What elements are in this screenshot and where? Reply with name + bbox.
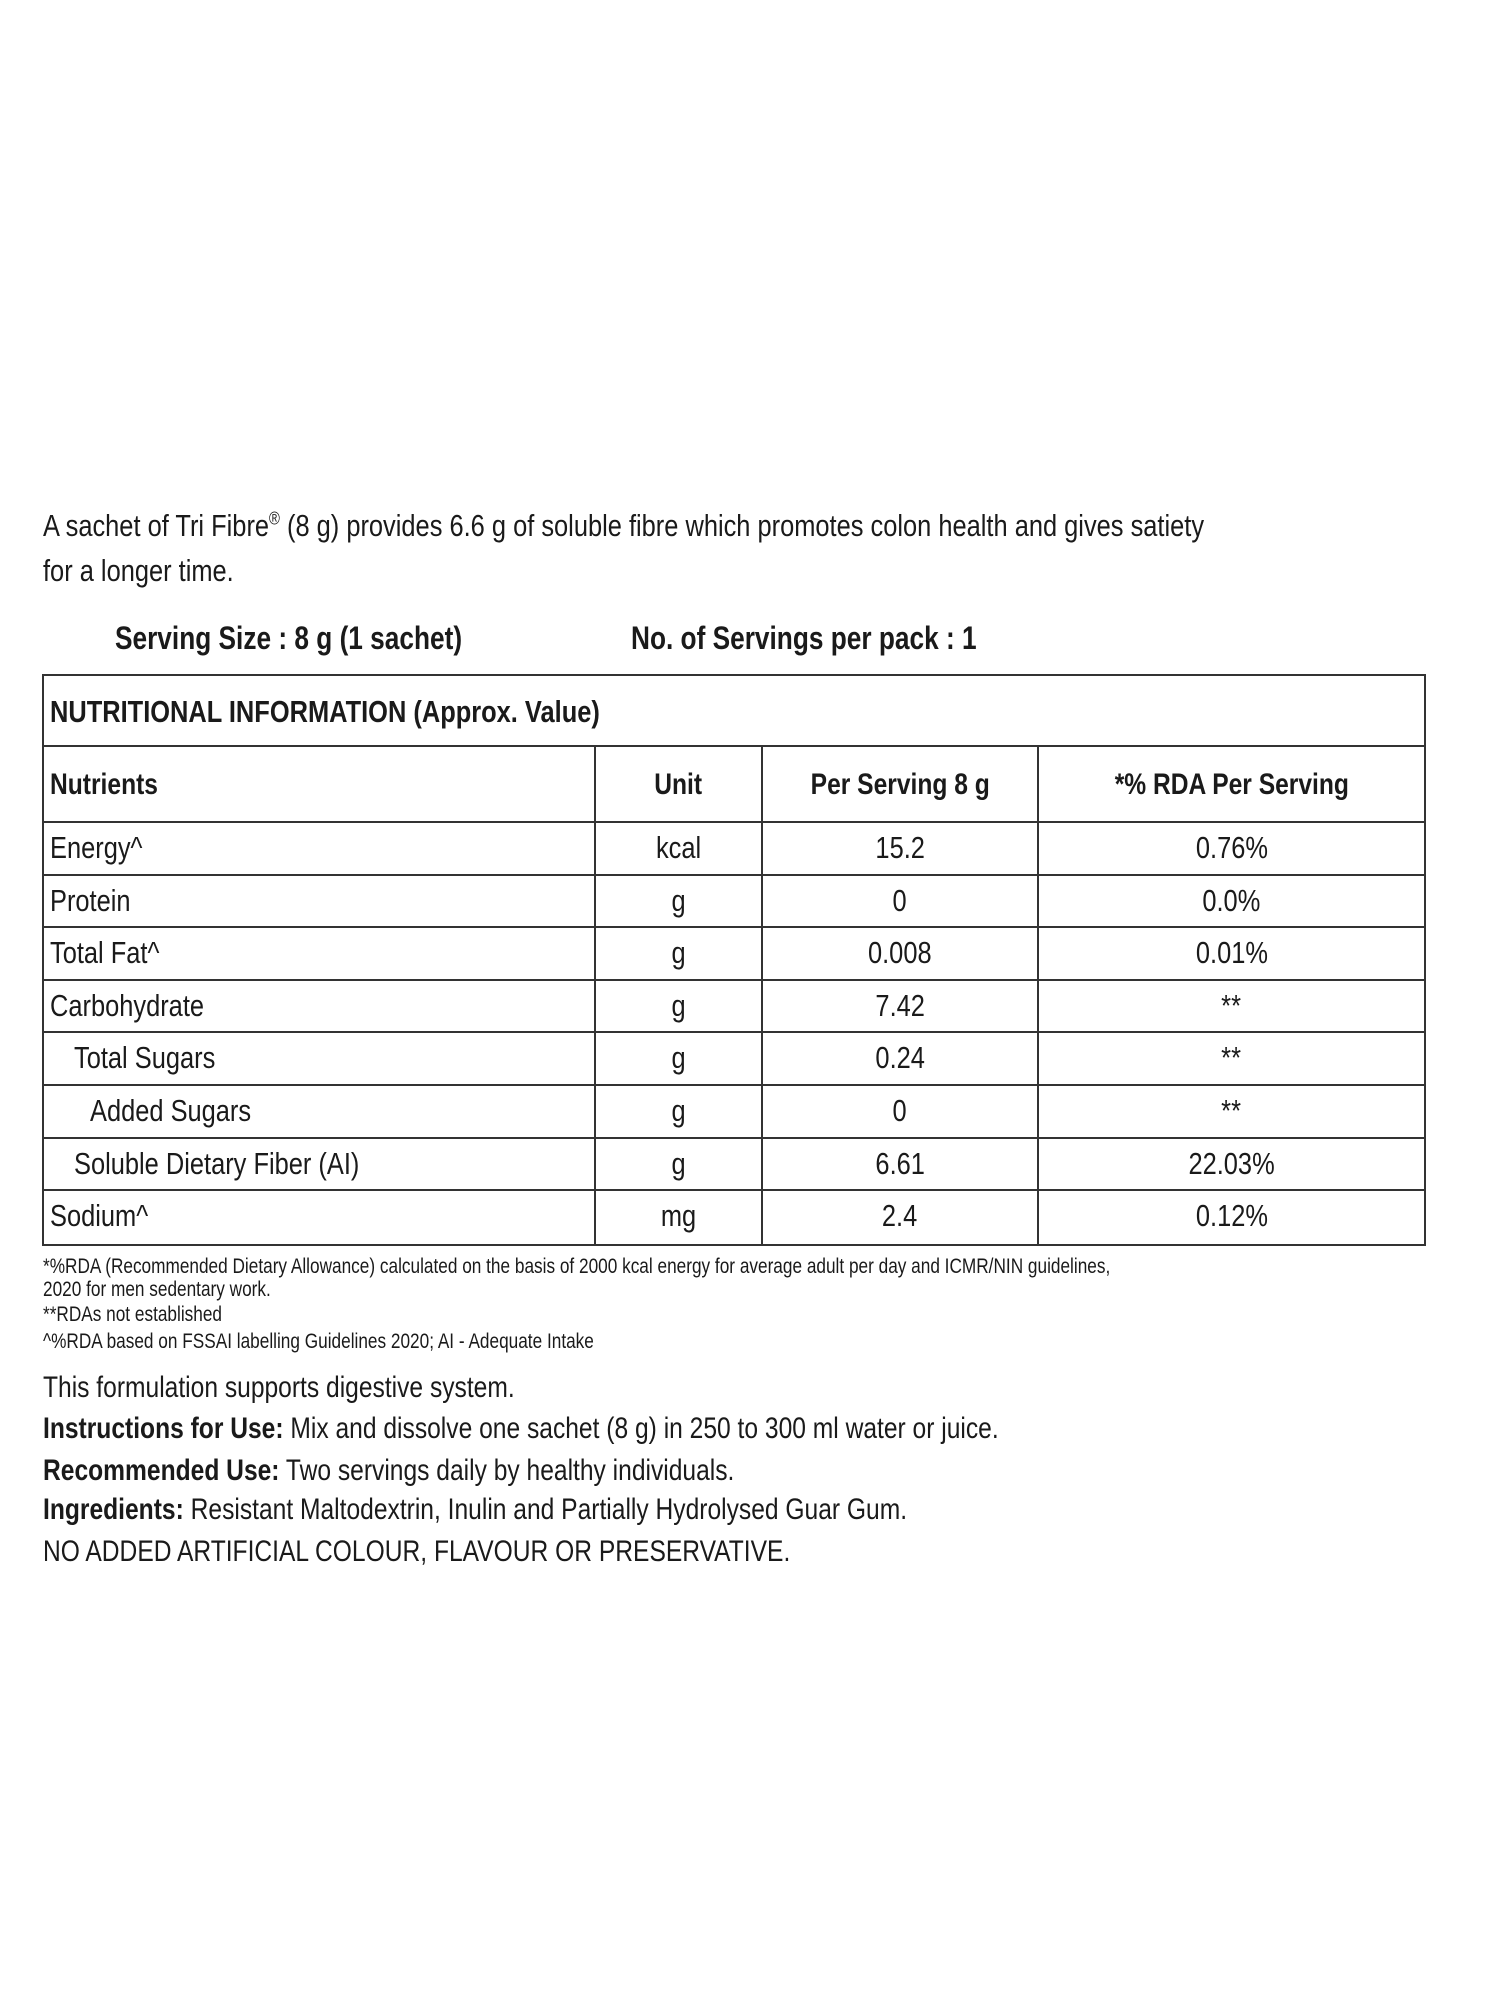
unit-cell [596, 1086, 763, 1137]
unit-cell [596, 928, 763, 979]
footnote-not-established-text: **RDAs not established [43, 1303, 223, 1326]
per-serving-cell-text: 7.42 [875, 987, 925, 1023]
serving-size-text: Serving Size : 8 g (1 sachet) [115, 620, 463, 656]
unit-cell [596, 981, 763, 1032]
table-row [44, 1139, 1424, 1192]
header-rda [1039, 747, 1424, 821]
supports-statement [43, 1371, 618, 1405]
nutrition-table-title: NUTRITIONAL INFORMATION (Approx. Value) [50, 694, 600, 729]
per-serving-cell [763, 1086, 1039, 1137]
unit-cell-text: g [671, 1040, 686, 1076]
no-added-statement [43, 1535, 954, 1569]
footnote-rda-text: *%RDA (Recommended Dietary Allowance) calculated on the basis of 2000 kcal energy for average adult per day and ICMR/NIN guidelines, [43, 1255, 1111, 1278]
per-serving-cell [763, 1033, 1039, 1084]
ingredients-label: Ingredients: [43, 1493, 184, 1526]
footnote-fssai [43, 1330, 715, 1354]
per-serving-cell-text: 0.24 [875, 1040, 925, 1076]
registered-mark: ® [269, 508, 280, 529]
nutrient-cell [44, 1139, 596, 1190]
footnote-rda [43, 1255, 1345, 1279]
rda-cell-text: 0.0% [1202, 882, 1261, 918]
nutrient-cell-text: Energy^ [50, 830, 143, 865]
instructions-text: Mix and dissolve one sachet (8 g) in 250 to 300 ml water or juice. [283, 1412, 999, 1445]
rda-cell-text: 22.03% [1188, 1145, 1275, 1181]
per-serving-cell [763, 1139, 1039, 1190]
rda-cell [1039, 1086, 1424, 1137]
rda-cell-text: ** [1221, 1040, 1242, 1076]
nutrient-cell [44, 823, 596, 874]
per-serving-cell-text: 2.4 [882, 1198, 918, 1234]
per-serving-cell-text: 6.61 [875, 1145, 925, 1181]
footnote-rda-continued-text: 2020 for men sedentary work. [43, 1278, 271, 1301]
ingredients-text: Resistant Maltodextrin, Inulin and Partially Hydrolysed Guar Gum. [183, 1493, 908, 1526]
instructions-for-use [43, 1412, 1208, 1446]
footnote-fssai-text: ^%RDA based on FSSAI labelling Guidelines 2020; AI - Adequate Intake [43, 1330, 594, 1353]
unit-cell-text: g [671, 935, 686, 971]
nutrition-table [42, 674, 1426, 1246]
per-serving-cell [763, 823, 1039, 874]
rda-cell-text: 0.12% [1195, 1198, 1268, 1234]
unit-cell [596, 823, 763, 874]
table-row [44, 823, 1424, 876]
header-nutrients-label: Nutrients [50, 768, 158, 801]
header-unit-label: Unit [654, 768, 703, 801]
intro-text-line-1 [43, 508, 1459, 544]
rda-cell [1039, 1191, 1424, 1244]
unit-cell [596, 1033, 763, 1084]
nutrition-table-header-row [44, 747, 1424, 823]
servings-per-pack-text: No. of Servings per pack : 1 [631, 620, 977, 656]
nutrient-cell [44, 928, 596, 979]
nutrient-cell-text: Sodium^ [50, 1198, 149, 1234]
unit-cell [596, 1139, 763, 1190]
ingredients [43, 1493, 1097, 1527]
per-serving-cell-text: 0 [892, 882, 908, 918]
per-serving-cell-text: 0 [892, 1092, 908, 1128]
per-serving-cell-text: 0.008 [868, 935, 932, 971]
header-rda-label: *% RDA Per Serving [1114, 768, 1349, 801]
unit-cell-text: g [671, 882, 686, 918]
table-row [44, 1033, 1424, 1086]
rda-cell-text: 0.76% [1195, 830, 1268, 865]
supports-statement-text: This formulation supports digestive system. [43, 1371, 515, 1404]
intro-text-end: (8 g) provides 6.6 g of soluble fibre which promotes colon health and gives satiety [279, 508, 1205, 543]
unit-cell-text: g [671, 987, 686, 1023]
footnote-not-established [43, 1303, 261, 1327]
nutrient-cell [44, 1086, 596, 1137]
table-row [44, 876, 1424, 929]
per-serving-cell [763, 981, 1039, 1032]
table-row [44, 928, 1424, 981]
nutrient-cell-text: Total Sugars [74, 1040, 216, 1076]
per-serving-cell [763, 876, 1039, 927]
table-row [44, 1086, 1424, 1139]
nutrient-cell [44, 1033, 596, 1084]
unit-cell-text: g [671, 1092, 686, 1128]
recommended-text: Two servings daily by healthy individuals. [279, 1454, 735, 1487]
per-serving-cell-text: 15.2 [875, 830, 925, 865]
unit-cell [596, 1191, 763, 1244]
intro-text-start: A sachet of Tri Fibre [43, 508, 270, 543]
table-row [44, 981, 1424, 1034]
no-added-statement-text: NO ADDED ARTIFICIAL COLOUR, FLAVOUR OR PRESERVATIVE. [43, 1535, 791, 1568]
unit-cell-text: g [671, 1145, 686, 1181]
nutrient-cell-text: Protein [50, 882, 131, 918]
rda-cell [1039, 876, 1424, 927]
nutrition-table-title-row [44, 676, 1424, 747]
instructions-label: Instructions for Use: [43, 1412, 284, 1445]
unit-cell-text: kcal [655, 830, 702, 865]
footnote-rda-continued [43, 1278, 321, 1302]
recommended-use [43, 1454, 886, 1488]
per-serving-cell [763, 1191, 1039, 1244]
table-row [44, 1191, 1424, 1244]
nutrient-cell [44, 981, 596, 1032]
nutrient-cell [44, 1191, 596, 1244]
nutrient-cell-text: Carbohydrate [50, 987, 205, 1023]
header-unit [596, 747, 763, 821]
rda-cell-text: ** [1221, 1092, 1242, 1128]
rda-cell-text: 0.01% [1195, 935, 1268, 971]
rda-cell [1039, 823, 1424, 874]
per-serving-cell [763, 928, 1039, 979]
nutrient-cell-text: Total Fat^ [50, 935, 160, 971]
header-nutrients [44, 747, 596, 821]
unit-cell-text: mg [660, 1198, 697, 1234]
rda-cell [1039, 981, 1424, 1032]
servings-per-pack [631, 620, 1052, 657]
nutrient-cell-text: Soluble Dietary Fiber (AI) [74, 1145, 360, 1181]
serving-size [115, 620, 538, 657]
rda-cell [1039, 1033, 1424, 1084]
rda-cell-text: ** [1221, 987, 1242, 1023]
intro-text-line-2 [43, 553, 276, 589]
header-per-serving-label: Per Serving 8 g [810, 768, 990, 801]
rda-cell [1039, 1139, 1424, 1190]
nutrient-cell [44, 876, 596, 927]
nutrient-cell-text: Added Sugars [90, 1092, 252, 1128]
intro-text-continuation: for a longer time. [43, 553, 234, 588]
rda-cell [1039, 928, 1424, 979]
unit-cell [596, 876, 763, 927]
header-per-serving [763, 747, 1039, 821]
recommended-label: Recommended Use: [43, 1454, 280, 1487]
